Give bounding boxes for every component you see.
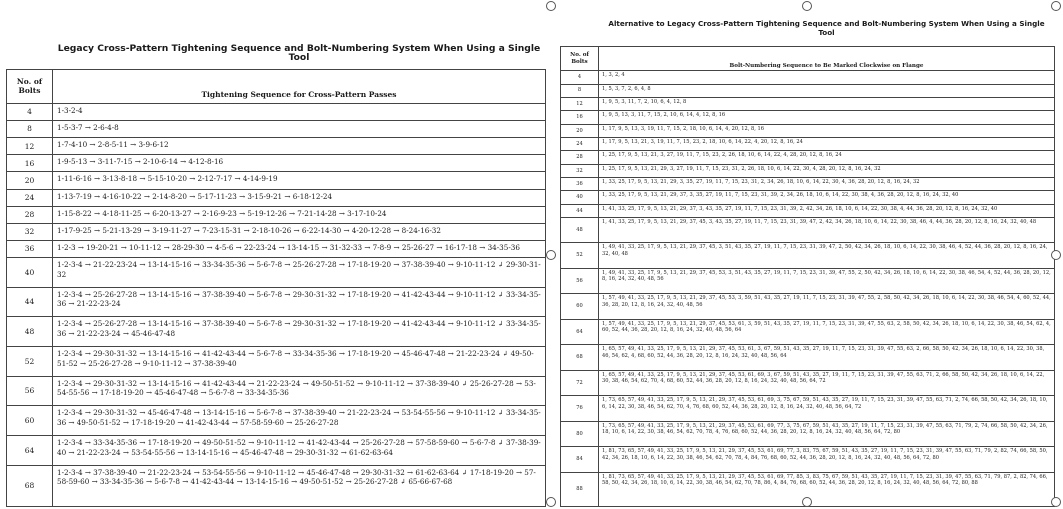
sequence-cell: 1, 65, 57, 49, 41, 33, 25, 17, 9, 5, 13, 21, 29, 37, 45, 53, 61, 3, 67, 59, 51, 43, 35, 27, 19, 11, 7, 15, 23, 31, 39, 47, 55, 63, 2, 66, 58, 50, 42, 34, 26, 18, 10, 6, 14, 22, 30, 38, 46, 54, 62, 4, 68, 60, 52, 44, 36, 28, 20, 12, 8, 16, 24, 32, 40, 48, 56, 64 (599, 345, 1055, 370)
table-row (7, 206, 546, 223)
bolt-count-cell: 24 (561, 137, 599, 150)
table-row (7, 376, 546, 406)
alternative-table-title: Alternative to Legacy Cross-Pattern Tightening Sequence and Bolt-Numbering System When Using a Single Tool (599, 10, 1055, 46)
sequence-cell: 1, 33, 25, 17, 9, 5, 13, 21, 29, 3, 35, 27, 19, 11, 7, 15, 23, 31, 2, 34, 26, 18, 10, 6, 14, 22, 30, 4, 36, 28, 20, 12, 8, 16, 24, 32 (599, 177, 1055, 190)
table-row (7, 121, 546, 138)
bolt-count-cell: 44 (561, 204, 599, 217)
table-row (561, 319, 1055, 344)
table-row (7, 189, 546, 206)
table-row (561, 71, 1055, 84)
table-row (7, 155, 546, 172)
table-row (561, 137, 1055, 150)
resize-handle-top-right[interactable] (1051, 1, 1061, 11)
bolt-count-cell: 64 (7, 436, 53, 466)
bolt-count-cell: 40 (561, 191, 599, 204)
sequence-cell: 1, 25, 17, 9, 5, 13, 21, 29, 3, 27, 19, 11, 7, 15, 23, 31, 2, 26, 18, 10, 6, 14, 22, 30, 4, 28, 20, 12, 8, 16, 24, 32 (599, 164, 1055, 177)
table-row (561, 111, 1055, 124)
sequence-cell: 1-13-7-19 → 4-16-10-22 → 2-14-8-20 → 5-17-11-23 → 3-15-9-21 → 6-18-12-24 (53, 189, 546, 206)
alternative-numbering-table-panel (552, 0, 1063, 509)
bolt-count-cell: 48 (7, 317, 53, 347)
sequence-cell: 1, 41, 33, 25, 17, 9, 5, 13, 21, 29, 37, 45, 3, 43, 35, 27, 19, 11, 7, 15, 23, 31, 39, 47, 2, 42, 34, 26, 18, 10, 6, 14, 22, 30, 38, 46, 4, 44, 36, 28, 20, 12, 8, 16, 24, 32, 40, 48 (599, 217, 1055, 242)
sequence-cell: 1-17-9-25 → 5-21-13-29 → 3-19-11-27 → 7-23-15-31 → 2-18-10-26 → 6-22-14-30 → 4-20-12-28 → 8-24-16-32 (53, 223, 546, 240)
table-row (561, 151, 1055, 164)
bolt-count-cell: 52 (7, 347, 53, 377)
table-row (561, 191, 1055, 204)
sequence-cell: 1-2-3-4 → 25-26-27-28 → 13-14-15-16 → 37-38-39-40 → 5-6-7-8 → 29-30-31-32 → 17-18-19-20 → 41-42-43-44 → 9-10-11-12 ↲ 33-34-35-36 → 21-22-23-24 → 45-46-47-48 (53, 317, 546, 347)
sequence-cell: 1, 81, 73, 65, 57, 49, 41, 33, 25, 17, 9, 5, 13, 21, 29, 37, 45, 53, 61, 69, 77, 85, 3, 83, 75, 67, 59, 51, 43, 35, 27, 19, 11, 7, 15, 23, 31, 39, 47, 55, 63, 71, 79, 87, 2, 82, 74, 66, 58, 50, 42, 34, 26, 18, 10, 6, 14, 22, 30, 38, 46, 54, 62, 70, 78, 86, 4, 84, 76, 68, 60, 52, 44, 36, 28, 20, 12, 8, 16, 24, 32, 40, 48, 56, 64, 72, 80, 88 (599, 472, 1055, 506)
sequence-cell: 1, 73, 65, 57, 49, 41, 33, 25, 17, 9, 5, 13, 21, 29, 37, 45, 53, 61, 69, 77, 3, 75, 67, 59, 51, 43, 35, 27, 19, 11, 7, 15, 23, 31, 39, 47, 55, 63, 71, 79, 2, 74, 66, 58, 50, 42, 34, 26, 18, 10, 6, 14, 22, 30, 38, 46, 54, 62, 70, 78, 4, 76, 68, 60, 52, 44, 36, 28, 20, 12, 8, 16, 24, 32, 40, 48, 56, 64, 72, 80 (599, 421, 1055, 446)
sequence-cell: 1-2-3-4 → 25-26-27-28 → 13-14-15-16 → 37-38-39-40 → 5-6-7-8 → 29-30-31-32 → 17-18-19-20 → 41-42-43-44 → 9-10-11-12 ↲ 33-34-35-36 → 21-22-23-24 (53, 287, 546, 317)
sequence-cell: 1, 81, 73, 65, 57, 49, 41, 33, 25, 17, 9, 5, 13, 21, 29, 37, 45, 53, 61, 69, 77, 3, 83, 75, 67, 59, 51, 43, 35, 27, 19, 11, 7, 15, 23, 31, 39, 47, 55, 63, 71, 79, 2, 82, 74, 66, 58, 50, 42, 34, 26, 18, 10, 6, 14, 22, 30, 38, 46, 54, 62, 70, 78, 4, 84, 76, 68, 60, 52, 44, 36, 28, 20, 12, 8, 16, 24, 32, 40, 48, 56, 64, 72, 80 (599, 447, 1055, 472)
resize-handle-middle-left[interactable] (546, 250, 556, 260)
sequence-cell: 1, 9, 5, 13, 3, 11, 7, 15, 2, 10, 6, 14, 4, 12, 8, 16 (599, 111, 1055, 124)
bolt-count-cell: 44 (7, 287, 53, 317)
bolt-count-cell: 68 (561, 345, 599, 370)
bolt-count-cell: 16 (7, 155, 53, 172)
sequence-cell: 1-5-3-7 → 2-6-4-8 (53, 121, 546, 138)
sequence-cell: 1-2-3-4 → 29-30-31-32 → 45-46-47-48 → 13-14-15-16 → 5-6-7-8 → 37-38-39-40 → 21-22-23-24 → 53-54-55-56 → 9-10-11-12 ↲ 33-34-35-36 → 49-50-51-52 → 17-18-19-20 → 41-42-43-44 → 57-58-59-60 → 25-26-27-28 (53, 406, 546, 436)
bolt-count-cell: 36 (561, 177, 599, 190)
table-row (561, 294, 1055, 319)
table-row (561, 124, 1055, 137)
table-row (7, 317, 546, 347)
bolt-count-cell: 64 (561, 319, 599, 344)
bolt-count-cell: 56 (561, 268, 599, 293)
sequence-cell: 1, 65, 57, 49, 41, 33, 25, 17, 9, 5, 13, 21, 29, 37, 45, 53, 61, 69, 3, 67, 59, 51, 43, 35, 27, 19, 11, 7, 15, 23, 31, 39, 47, 55, 63, 71, 2, 66, 58, 50, 42, 34, 26, 18, 10, 6, 14, 22, 30, 38, 46, 54, 62, 70, 4, 68, 60, 52, 44, 36, 28, 20, 12, 8, 16, 24, 32, 40, 48, 56, 64, 72 (599, 370, 1055, 395)
bolt-count-cell: 20 (561, 124, 599, 137)
legacy-table-title: Legacy Cross-Pattern Tightening Sequence and Bolt-Numbering System When Using a Single Tool (53, 3, 546, 69)
resize-handle-bottom-right[interactable] (1051, 497, 1061, 507)
bolt-count-cell: 80 (561, 421, 599, 446)
table-row (7, 103, 546, 120)
bolts-column-header: No. of Bolts (7, 69, 53, 103)
bolt-count-cell: 4 (7, 103, 53, 120)
bolt-count-cell: 52 (561, 243, 599, 268)
table-row (7, 436, 546, 466)
table-row (561, 421, 1055, 446)
table-row (7, 172, 546, 189)
bolt-count-cell: 60 (7, 406, 53, 436)
table-row (561, 97, 1055, 110)
resize-handle-bottom-center[interactable] (802, 497, 812, 507)
sequence-column-header: Tightening Sequence for Cross-Pattern Passes (53, 69, 546, 103)
bolt-count-cell: 20 (7, 172, 53, 189)
table-row (561, 345, 1055, 370)
table-row (7, 465, 546, 506)
resize-handle-middle-right[interactable] (1051, 250, 1061, 260)
sequence-cell: 1, 57, 49, 41, 33, 25, 17, 9, 5, 13, 21, 29, 37, 45, 53, 61, 3, 59, 51, 43, 35, 27, 19, 11, 7, 15, 23, 31, 39, 47, 55, 63, 2, 58, 50, 42, 34, 26, 18, 10, 6, 14, 22, 30, 38, 46, 54, 62, 4, 60, 52, 44, 36, 28, 20, 12, 8, 16, 24, 32, 40, 48, 56, 64 (599, 319, 1055, 344)
legacy-sequence-table (6, 3, 546, 507)
sequence-cell: 1, 41, 33, 25, 17, 9, 5, 13, 21, 29, 37, 3, 43, 35, 27, 19, 11, 7, 15, 23, 31, 39, 2, 42, 34, 26, 18, 10, 6, 14, 22, 30, 38, 4, 44, 36, 28, 20, 12, 8, 16, 24, 32, 40 (599, 204, 1055, 217)
bolt-count-cell: 56 (7, 376, 53, 406)
bolt-count-cell: 72 (561, 370, 599, 395)
sequence-cell: 1, 49, 41, 33, 25, 17, 9, 5, 13, 21, 29, 37, 45, 3, 51, 43, 35, 27, 19, 11, 7, 15, 23, 31, 39, 47, 2, 50, 42, 34, 26, 18, 10, 6, 14, 22, 30, 38, 46, 4, 52, 44, 36, 28, 20, 12, 8, 16, 24, 32, 40, 48 (599, 243, 1055, 268)
table-row (561, 84, 1055, 97)
sequence-cell: 1, 49, 41, 33, 25, 17, 9, 5, 13, 21, 29, 37, 45, 53, 3, 51, 43, 35, 27, 19, 11, 7, 15, 23, 31, 39, 47, 55, 2, 50, 42, 34, 26, 18, 10, 6, 14, 22, 30, 38, 46, 54, 4, 52, 44, 36, 28, 20, 12, 8, 16, 24, 32, 40, 48, 56 (599, 268, 1055, 293)
title-spacer (561, 10, 599, 46)
numbering-column-header: Bolt-Numbering Sequence to Be Marked Clockwise on Flange (599, 46, 1055, 70)
bolt-count-cell: 32 (561, 164, 599, 177)
bolt-count-cell: 48 (561, 217, 599, 242)
bolt-count-cell: 28 (7, 206, 53, 223)
bolt-count-cell: 36 (7, 240, 53, 257)
table-row (7, 406, 546, 436)
resize-handle-top-left[interactable] (546, 1, 556, 11)
bolt-count-cell: 68 (7, 465, 53, 506)
table-row (7, 287, 546, 317)
sequence-cell: 1, 17, 9, 5, 13, 21, 3, 19, 11, 7, 15, 23, 2, 18, 10, 6, 14, 22, 4, 20, 12, 8, 16, 24 (599, 137, 1055, 150)
resize-handle-top-center[interactable] (802, 1, 812, 11)
table-row (561, 164, 1055, 177)
sequence-cell: 1, 25, 17, 9, 5, 13, 21, 3, 27, 19, 11, 7, 15, 23, 2, 26, 18, 10, 6, 14, 22, 4, 28, 20, 12, 8, 16, 24 (599, 151, 1055, 164)
sequence-cell: 1-9-5-13 → 3-11-7-15 → 2-10-6-14 → 4-12-8-16 (53, 155, 546, 172)
sequence-cell: 1-2-3 → 19-20-21 → 10-11-12 → 28-29-30 → 4-5-6 → 22-23-24 → 13-14-15 → 31-32-33 → 7-8-9 → 25-26-27 → 16-17-18 → 34-35-36 (53, 240, 546, 257)
bolts-column-header: No. of Bolts (561, 46, 599, 70)
sequence-cell: 1, 57, 49, 41, 33, 25, 17, 9, 5, 13, 21, 29, 37, 45, 53, 3, 59, 51, 43, 35, 27, 19, 11, 7, 15, 23, 31, 39, 47, 55, 2, 58, 50, 42, 34, 26, 18, 10, 6, 14, 22, 30, 38, 46, 54, 4, 60, 52, 44, 36, 28, 20, 12, 8, 16, 24, 32, 40, 48, 56 (599, 294, 1055, 319)
bolt-count-cell: 32 (7, 223, 53, 240)
title-spacer (7, 3, 53, 69)
sequence-cell: 1-11-6-16 → 3-13-8-18 → 5-15-10-20 → 2-12-7-17 → 4-14-9-19 (53, 172, 546, 189)
bolt-count-cell: 12 (7, 138, 53, 155)
table-row (7, 138, 546, 155)
sequence-cell: 1-2-3-4 → 37-38-39-40 → 21-22-23-24 → 53-54-55-56 → 9-10-11-12 → 45-46-47-48 → 29-30-31-32 → 61-62-63-64 ↲ 17-18-19-20 → 57-58-59-60 → 33-34-35-36 → 5-6-7-8 → 41-42-43-44 → 13-14-15-16 → 49-50-51-52 → 25-26-27-28 ↲ 65-66-67-68 (53, 465, 546, 506)
sequence-cell: 1-2-3-4 → 29-30-31-32 → 13-14-15-16 → 41-42-43-44 → 5-6-7-8 → 33-34-35-36 → 17-18-19-20 → 45-46-47-48 → 21-22-23-24 ↲ 49-50-51-52 → 25-26-27-28 → 9-10-11-12 → 37-38-39-40 (53, 347, 546, 377)
bolt-count-cell: 4 (561, 71, 599, 84)
table-row (7, 347, 546, 377)
sequence-cell: 1-15-8-22 → 4-18-11-25 → 6-20-13-27 → 2-16-9-23 → 5-19-12-26 → 7-21-14-28 → 3-17-10-24 (53, 206, 546, 223)
bolt-count-cell: 24 (7, 189, 53, 206)
table-row (7, 258, 546, 288)
sequence-cell: 1, 73, 65, 57, 49, 41, 33, 25, 17, 9, 5, 13, 21, 29, 37, 45, 53, 61, 69, 3, 75, 67, 59, 51, 43, 35, 27, 19, 11, 7, 15, 23, 31, 39, 47, 55, 63, 71, 2, 74, 66, 58, 50, 42, 34, 26, 18, 10, 6, 14, 22, 30, 38, 46, 54, 62, 70, 4, 76, 68, 60, 52, 44, 36, 28, 20, 12, 8, 16, 24, 32, 40, 48, 56, 64, 72 (599, 396, 1055, 421)
bolt-count-cell: 84 (561, 447, 599, 472)
bolt-count-cell: 76 (561, 396, 599, 421)
table-row (561, 370, 1055, 395)
table-row (561, 217, 1055, 242)
bolt-count-cell: 8 (7, 121, 53, 138)
sequence-cell: 1-7-4-10 → 2-8-5-11 → 3-9-6-12 (53, 138, 546, 155)
sequence-cell: 1, 33, 25, 17, 9, 5, 13, 21, 29, 37, 3, 35, 27, 19, 11, 7, 15, 23, 31, 39, 2, 34, 26, 18, 10, 6, 14, 22, 30, 38, 4, 36, 28, 20, 12, 8, 16, 24, 32, 40 (599, 191, 1055, 204)
table-row (561, 396, 1055, 421)
sequence-cell: 1, 5, 3, 7, 2, 6, 4, 8 (599, 84, 1055, 97)
table-row (561, 204, 1055, 217)
table-row (7, 223, 546, 240)
sequence-cell: 1, 3, 2, 4 (599, 71, 1055, 84)
bolt-count-cell: 88 (561, 472, 599, 506)
sequence-cell: 1, 17, 9, 5, 13, 3, 19, 11, 7, 15, 2, 18, 10, 6, 14, 4, 20, 12, 8, 16 (599, 124, 1055, 137)
bolt-count-cell: 16 (561, 111, 599, 124)
bolt-count-cell: 28 (561, 151, 599, 164)
table-row (7, 240, 546, 257)
table-row (561, 447, 1055, 472)
alternative-numbering-table (560, 10, 1055, 507)
sequence-cell: 1-3-2-4 (53, 103, 546, 120)
sequence-cell: 1-2-3-4 → 21-22-23-24 → 13-14-15-16 → 33-34-35-36 → 5-6-7-8 → 25-26-27-28 → 17-18-19-20 → 37-38-39-40 → 9-10-11-12 ↲ 29-30-31-32 (53, 258, 546, 288)
resize-handle-bottom-left[interactable] (546, 497, 556, 507)
sequence-cell: 1-2-3-4 → 29-30-31-32 → 13-14-15-16 → 41-42-43-44 → 21-22-23-24 → 49-50-51-52 → 9-10-11-12 → 37-38-39-40 ↲ 25-26-27-28 → 53-54-55-56 → 17-18-19-20 → 45-46-47-48 → 5-6-7-8 → 33-34-35-36 (53, 376, 546, 406)
table-row (561, 243, 1055, 268)
sequence-cell: 1-2-3-4 → 33-34-35-36 → 17-18-19-20 → 49-50-51-52 → 9-10-11-12 → 41-42-43-44 → 25-26-27-28 → 57-58-59-60 → 5-6-7-8 ↲ 37-38-39-40 → 21-22-23-24 → 53-54-55-56 → 13-14-15-16 → 45-46-47-48 → 29-30-31-32 → 61-62-63-64 (53, 436, 546, 466)
table-row (561, 268, 1055, 293)
bolt-count-cell: 60 (561, 294, 599, 319)
table-row (561, 177, 1055, 190)
bolt-count-cell: 12 (561, 97, 599, 110)
sequence-cell: 1, 9, 5, 3, 11, 7, 2, 10, 6, 4, 12, 8 (599, 97, 1055, 110)
bolt-count-cell: 40 (7, 258, 53, 288)
bolt-count-cell: 8 (561, 84, 599, 97)
